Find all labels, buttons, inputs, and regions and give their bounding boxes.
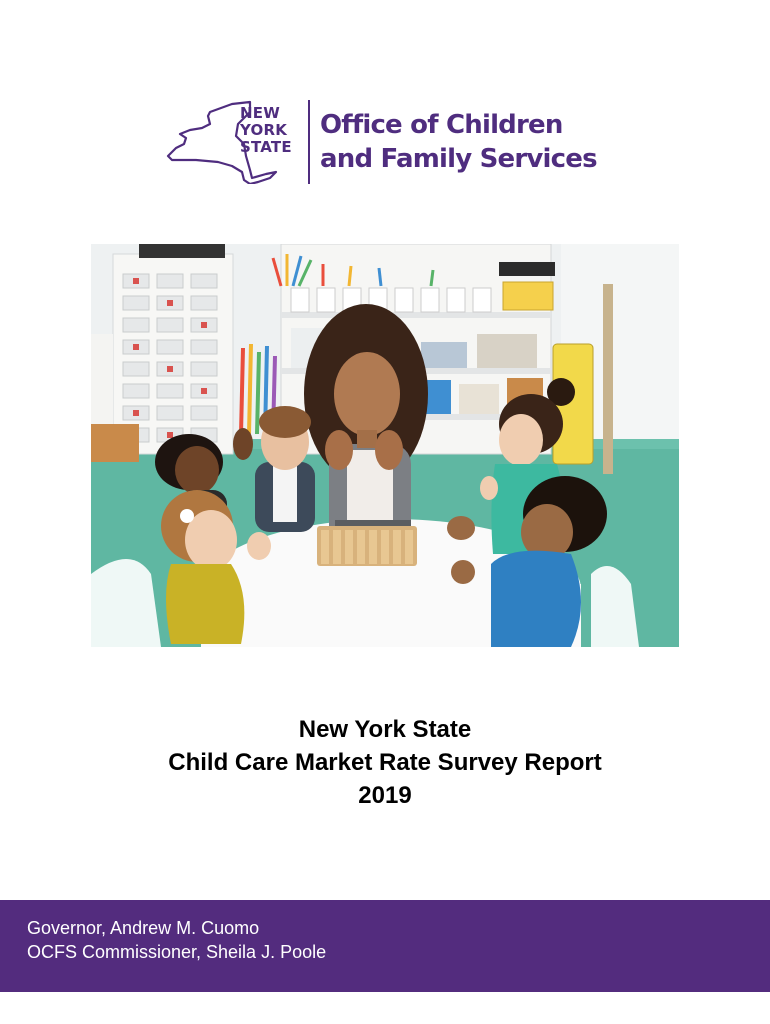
wordmark-line-3: STATE	[240, 138, 292, 156]
agency-name-line-1: Office of Children	[320, 110, 563, 140]
commissioner-credit: OCFS Commissioner, Sheila J. Poole	[27, 942, 327, 962]
agency-name-line-2: and Family Services	[320, 144, 597, 174]
wordmark-line-2: YORK	[240, 121, 288, 139]
footer-band	[0, 900, 770, 992]
governor-credit: Governor, Andrew M. Cuomo	[27, 918, 260, 938]
logo-divider	[308, 100, 310, 184]
report-title-line-1: New York State	[298, 716, 472, 743]
ocfs-logo	[166, 98, 606, 186]
report-title-line-2: Child Care Market Rate Survey Report	[168, 749, 602, 776]
report-title-year: 2019	[358, 782, 412, 809]
new-york-state-wordmark	[240, 105, 304, 156]
officials-credits	[27, 916, 326, 964]
agency-name	[320, 108, 597, 176]
classroom-photo	[91, 244, 679, 647]
report-title	[0, 713, 770, 812]
wordmark-line-1: NEW	[240, 104, 280, 122]
